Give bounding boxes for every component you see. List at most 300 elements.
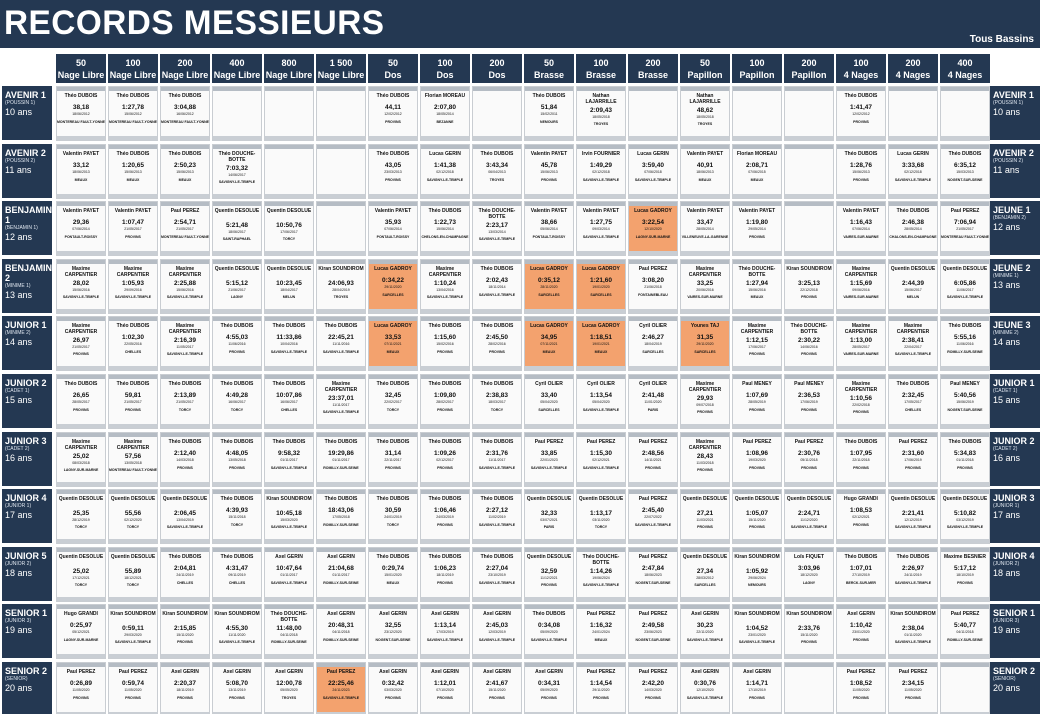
cell-tab xyxy=(421,433,469,437)
record-time: 5:34,83 xyxy=(953,449,977,457)
record-time: 1:10,56 xyxy=(849,395,873,402)
record-swimmer: Lucas GERIN xyxy=(429,150,461,157)
record-time: 57,56 xyxy=(124,452,142,460)
cell-tab xyxy=(629,87,677,91)
category-name: JEUNE 1 xyxy=(993,205,1031,216)
cell-footer xyxy=(733,539,781,543)
record-date: 28/05/2014 xyxy=(696,227,714,232)
cell-footer xyxy=(889,251,937,255)
cell-footer xyxy=(785,597,833,601)
record-cell xyxy=(784,201,834,256)
record-city: LAGNY xyxy=(230,294,244,299)
record-date: 17/05/2017 xyxy=(904,400,922,404)
cell-tab xyxy=(785,375,833,379)
record-city: PROVINS xyxy=(905,465,921,470)
record-time: 34,95 xyxy=(540,334,558,342)
record-time: 6:05,86 xyxy=(953,279,977,287)
record-swimmer: Cyril OLIER xyxy=(535,381,563,387)
record-city: VAIRES-SUR-MARNE xyxy=(843,294,879,299)
cell-tab xyxy=(265,605,313,609)
record-swimmer: Axel GERIN xyxy=(275,669,303,675)
record-city: VILLENEUVE-LA-GARENNE xyxy=(681,235,729,240)
record-time: 2:31,76 xyxy=(485,449,509,457)
cell-tab xyxy=(265,317,313,321)
record-swimmer: Théo DUBOIS xyxy=(948,150,982,157)
record-cell xyxy=(108,259,158,314)
cell-footer xyxy=(941,482,989,486)
record-city: SARCELLES xyxy=(642,350,664,355)
cell-tab xyxy=(525,375,573,379)
cell-footer xyxy=(629,654,677,658)
category-label-left xyxy=(2,604,52,658)
record-swimmer: Paul MENEY xyxy=(950,381,980,387)
record-city: MEAUX xyxy=(178,177,192,182)
record-time: 2:54,71 xyxy=(173,219,197,227)
cell-footer xyxy=(629,194,677,198)
cell-footer xyxy=(421,309,469,313)
record-date: 22/02/2017 xyxy=(384,400,402,404)
cell-tab xyxy=(213,433,261,437)
record-time: 4:48,05 xyxy=(225,449,249,457)
cell-tab xyxy=(629,605,677,609)
cell-tab xyxy=(265,375,313,379)
record-swimmer: Valentin PAYET xyxy=(686,150,724,157)
cell-tab xyxy=(109,145,157,149)
record-city: PROVINS xyxy=(437,580,453,585)
record-cell xyxy=(836,604,886,659)
record-swimmer: Théo DUBOIS xyxy=(168,438,202,445)
record-cell xyxy=(732,547,782,602)
cell-tab xyxy=(577,145,625,149)
record-city: PONTAULT-ROISSY xyxy=(532,235,566,240)
record-city: PROVINS xyxy=(749,408,765,412)
cell-tab xyxy=(473,145,521,149)
cell-tab xyxy=(317,202,365,206)
record-swimmer: Théo DUBOIS xyxy=(64,93,98,99)
record-swimmer: Paul PEREZ xyxy=(66,669,96,675)
record-cell xyxy=(680,144,730,199)
record-date: 14/06/2017 xyxy=(228,172,246,177)
record-swimmer: Kiran SOUNDIROM xyxy=(266,496,312,503)
record-date: 05/06/2014 xyxy=(540,227,558,232)
record-cell xyxy=(680,86,730,141)
record-cell xyxy=(836,259,886,314)
record-date: 28/05/2014 xyxy=(904,227,922,232)
record-time: 2:15,85 xyxy=(173,625,197,633)
record-date: 15/06/2014 xyxy=(436,227,454,232)
cell-footer xyxy=(109,539,157,543)
record-city: TROYES xyxy=(697,122,713,126)
record-time: 1:14,26 xyxy=(589,567,613,575)
category-sub: (POUSSIN 2) xyxy=(993,157,1024,164)
cell-tab xyxy=(109,433,157,437)
record-swimmer: Théo DUBOIS xyxy=(272,381,306,387)
record-cell xyxy=(784,432,834,487)
cell-tab xyxy=(109,490,157,494)
record-time: 55,89 xyxy=(124,567,142,575)
record-time: 1:21,60 xyxy=(589,276,613,284)
record-cell xyxy=(420,316,470,371)
cell-footer xyxy=(681,194,729,198)
cell-footer xyxy=(421,482,469,486)
record-city: CHELLES xyxy=(904,408,922,412)
cell-footer xyxy=(213,654,261,658)
record-time: 7:06,94 xyxy=(953,219,977,227)
record-date: 11/05/2017 xyxy=(176,345,194,350)
record-date: 23/03/2013 xyxy=(384,169,402,174)
record-cell xyxy=(940,432,990,487)
record-swimmer: Théo DUBOIS xyxy=(480,496,514,503)
record-date: 13/05/2018 xyxy=(124,460,142,465)
record-city: PROVINS xyxy=(801,294,817,299)
cell-footer xyxy=(681,539,729,543)
record-city: PROVINS xyxy=(385,120,401,124)
record-swimmer: Valentin PAYET xyxy=(530,150,568,157)
record-city: PROVINS xyxy=(73,352,89,357)
record-date: 28/05/2017 xyxy=(852,345,870,350)
record-time: 2:48,56 xyxy=(641,449,665,457)
record-date: 12/12/2019 xyxy=(904,518,922,523)
cell-tab xyxy=(785,202,833,206)
category-sub: (JUNIOR 2) xyxy=(993,560,1020,567)
record-swimmer: Théo DOUCHE-BOTTE xyxy=(582,553,620,566)
category-age: 18 ans xyxy=(993,567,1021,578)
record-time: 5:17,12 xyxy=(953,564,977,572)
record-city: TORCY xyxy=(126,525,140,530)
record-date: 04/11/2018 xyxy=(332,630,350,635)
cell-footer xyxy=(629,539,677,543)
record-cell xyxy=(56,432,106,487)
cell-tab xyxy=(57,145,105,149)
cell-footer xyxy=(785,366,833,370)
record-city: PROVINS xyxy=(177,696,193,700)
record-city: MONTEREAU FAULT-YONNE xyxy=(109,467,157,472)
cell-tab xyxy=(577,375,625,379)
record-time: 0:32,42 xyxy=(381,680,405,687)
record-date: 28/05/2019 xyxy=(748,400,766,404)
cell-tab xyxy=(109,87,157,91)
record-city: PROVINS xyxy=(801,640,817,645)
record-cell xyxy=(264,259,314,314)
event-header: 200 Nage Libre xyxy=(160,54,210,83)
record-cell xyxy=(264,489,314,544)
category-label-left xyxy=(2,489,52,543)
cell-footer xyxy=(109,194,157,198)
cell-footer xyxy=(577,482,625,486)
category-label-left xyxy=(2,144,52,198)
record-city: PROVINS xyxy=(853,696,869,700)
category-age: 17 ans xyxy=(993,510,1021,521)
record-swimmer: Théo DUBOIS xyxy=(220,553,254,560)
record-date: 15/11/2020 xyxy=(800,633,818,638)
record-city: ROMILLY-SUR-SEINE xyxy=(947,350,983,355)
category-age: 13 ans xyxy=(5,289,33,300)
record-time: 2:12,40 xyxy=(173,449,197,457)
record-date: 23/06/2023 xyxy=(644,630,662,635)
category-age: 12 ans xyxy=(5,232,33,243)
record-time: 40,91 xyxy=(696,161,714,169)
record-time: 2:45,50 xyxy=(485,334,509,342)
record-date: 16/06/2017 xyxy=(228,400,246,404)
record-swimmer: Quentin DESOLUE xyxy=(786,496,832,503)
category-label-left xyxy=(2,201,52,255)
category-name: JUNIOR 1 xyxy=(993,378,1035,388)
cell-tab xyxy=(57,663,105,667)
record-swimmer: Maxime CARPENTIER xyxy=(844,381,878,393)
cell-footer xyxy=(369,136,417,140)
record-cell xyxy=(56,259,106,314)
record-swimmer: Irvin FOURNIER xyxy=(581,150,621,157)
record-time: 1:07,95 xyxy=(849,449,873,457)
cell-tab xyxy=(161,317,209,321)
cell-tab xyxy=(265,548,313,552)
record-date: 18/06/2017 xyxy=(228,230,246,235)
record-swimmer: Paul PEREZ xyxy=(950,208,980,215)
record-swimmer: Maxime CARPENTIER xyxy=(168,323,202,336)
record-time: 1:22,73 xyxy=(433,219,457,227)
record-swimmer: Théo DUBOIS xyxy=(428,553,462,560)
record-swimmer: Valentin PAYET xyxy=(530,208,568,215)
cell-tab xyxy=(889,202,937,206)
record-cell xyxy=(524,489,574,544)
record-time: 2:38,83 xyxy=(485,392,509,399)
category-age: 14 ans xyxy=(5,337,33,348)
record-time: 1:07,01 xyxy=(849,564,873,572)
record-city: MELUN xyxy=(282,294,296,299)
cell-tab xyxy=(629,548,677,552)
category-label-right xyxy=(990,144,1040,198)
record-date: 24/01/2024 xyxy=(592,630,610,635)
record-time: 2:09,43 xyxy=(589,107,613,114)
cell-footer xyxy=(161,482,209,486)
record-city: NOGENT-SUR-SEINE xyxy=(947,408,983,412)
record-time: 27,21 xyxy=(696,510,714,518)
record-date: 19/01/2021 xyxy=(592,342,610,347)
cell-tab xyxy=(681,548,729,552)
record-cell xyxy=(108,86,158,141)
cell-footer xyxy=(941,424,989,428)
cell-tab xyxy=(629,433,677,437)
cell-footer xyxy=(681,424,729,428)
record-city: PROVINS xyxy=(541,177,557,182)
record-city: PONTAULT-ROISSY xyxy=(64,235,98,240)
cell-tab xyxy=(213,548,261,552)
record-date: 03/11/2020 xyxy=(592,518,610,523)
category-sub: (POUSSIN 1) xyxy=(993,100,1024,106)
record-cell xyxy=(576,144,626,199)
cell-footer xyxy=(473,654,521,658)
record-city: ROMILLY-SUR-SEINE xyxy=(323,638,359,643)
record-time: 22:25,46 xyxy=(328,680,354,687)
record-swimmer: Quentin DESOLUE xyxy=(526,553,572,560)
record-time: 59,81 xyxy=(124,392,142,399)
record-time: 2:36,53 xyxy=(797,392,821,399)
record-city: SAVIGNY-LE-TEMPLE xyxy=(894,177,932,182)
category-label-right xyxy=(990,374,1040,428)
record-swimmer: Maxime CARPENTIER xyxy=(116,265,150,278)
cell-tab xyxy=(317,145,365,149)
cell-tab xyxy=(525,260,573,264)
record-cell xyxy=(108,144,158,199)
cell-footer xyxy=(57,136,105,140)
record-date: 29/06/2024 xyxy=(748,575,766,580)
record-time: 12:00,78 xyxy=(276,680,302,687)
record-city: PROVINS xyxy=(749,696,765,700)
record-city: SAVIGNY-LE-TEMPLE xyxy=(894,525,932,530)
cell-footer xyxy=(109,597,157,601)
record-time: 0:25,97 xyxy=(69,622,93,630)
record-swimmer: Maxime CARPENTIER xyxy=(324,381,358,393)
cell-tab xyxy=(837,548,885,552)
cell-tab xyxy=(629,202,677,206)
record-city: SAVIGNY-LE-TEMPLE xyxy=(894,352,932,357)
record-city: TORCY xyxy=(230,523,244,528)
cell-tab xyxy=(577,87,625,91)
record-swimmer: Théo DUBOIS xyxy=(948,438,982,445)
record-time: 4:31,47 xyxy=(225,564,249,572)
cell-tab xyxy=(681,317,729,321)
cell-tab xyxy=(889,490,937,494)
record-date: 15/06/2013 xyxy=(124,169,142,174)
record-city: MONTEREAU FAULT-YONNE xyxy=(57,120,105,124)
cell-footer xyxy=(525,597,573,601)
record-date: 29/11/2020 xyxy=(696,342,714,347)
cell-tab xyxy=(109,605,157,609)
record-cell xyxy=(940,604,990,659)
record-swimmer: Nathan LAJARRILLE xyxy=(585,93,617,105)
record-date: 12/02/2012 xyxy=(852,112,870,116)
cell-tab xyxy=(733,490,781,494)
record-cell xyxy=(524,662,574,714)
record-swimmer: Axel GERIN xyxy=(223,669,251,675)
record-city: PROVINS xyxy=(437,523,453,528)
record-cell xyxy=(888,316,938,371)
record-time: 2:25,88 xyxy=(173,279,197,287)
record-time: 2:30,76 xyxy=(797,449,821,457)
cell-footer xyxy=(421,194,469,198)
record-date: 15/06/2013 xyxy=(852,169,870,174)
record-time: 2:32,45 xyxy=(901,392,925,399)
record-cell xyxy=(368,316,418,371)
record-swimmer: Quentin DESOLUE xyxy=(266,265,312,272)
cell-footer xyxy=(681,482,729,486)
cell-footer xyxy=(473,482,521,486)
record-swimmer: Quentin DESOLUE xyxy=(578,496,624,503)
cell-tab xyxy=(941,433,989,437)
cell-tab xyxy=(161,202,209,206)
cell-tab xyxy=(785,433,833,437)
record-city: PROVINS xyxy=(73,696,89,700)
event-header: 50 Papillon xyxy=(680,54,730,83)
cell-footer xyxy=(525,194,573,198)
record-cell xyxy=(212,144,262,199)
category-age: 16 ans xyxy=(993,452,1021,463)
record-swimmer: Valentin PAYET xyxy=(114,208,152,215)
record-cell xyxy=(316,374,366,429)
event-header: 50 Dos xyxy=(368,54,418,83)
category-name: BENJAMIN 2 xyxy=(5,262,53,283)
record-cell xyxy=(680,604,730,659)
record-time: 25,02 xyxy=(72,567,90,575)
record-swimmer: Théo DUBOIS xyxy=(428,323,462,330)
record-date: 02/12/2020 xyxy=(124,518,142,523)
record-time: 1:07,69 xyxy=(745,392,769,399)
cell-tab xyxy=(369,375,417,379)
cell-tab xyxy=(837,260,885,264)
record-city: SAVIGNY-LE-TEMPLE xyxy=(582,235,620,240)
record-swimmer: Maxime CARPENTIER xyxy=(168,265,202,278)
category-label-left xyxy=(2,316,52,370)
cell-footer xyxy=(161,366,209,370)
cell-footer xyxy=(369,654,417,658)
cell-tab xyxy=(161,605,209,609)
cell-footer xyxy=(629,424,677,428)
record-cell xyxy=(888,547,938,602)
cell-tab xyxy=(57,87,105,91)
record-swimmer: Paul PEREZ xyxy=(950,611,980,618)
record-date: 07/11/2021 xyxy=(540,342,558,347)
cell-footer xyxy=(369,539,417,543)
record-city: MEAUX xyxy=(542,350,556,355)
record-time: 1:27,78 xyxy=(121,104,145,111)
cell-footer xyxy=(369,194,417,198)
record-date: 13/03/2014 xyxy=(488,230,506,235)
cell-tab xyxy=(941,605,989,609)
record-date: 18/11/2019 xyxy=(176,688,194,692)
record-date: 05/09/2020 xyxy=(540,688,558,692)
record-swimmer: Axel GERIN xyxy=(431,611,459,618)
record-city: PROVINS xyxy=(437,408,453,412)
record-cell xyxy=(680,662,730,714)
cell-footer xyxy=(577,251,625,255)
record-time: 3:33,68 xyxy=(901,161,925,169)
record-city: NOGENT-SUR-SEINE xyxy=(635,580,671,585)
record-date: 01/11/2018 xyxy=(956,457,974,462)
record-cell xyxy=(732,662,782,714)
cell-tab xyxy=(213,605,261,609)
record-date: 15/06/2012 xyxy=(124,112,142,116)
record-cell xyxy=(524,316,574,371)
record-city: LAGNY xyxy=(802,580,816,585)
cell-footer xyxy=(161,251,209,255)
record-city: CHELLES xyxy=(124,350,142,355)
record-date: 17/10/2019 xyxy=(748,688,766,692)
record-date: 15/06/2013 xyxy=(176,169,194,174)
category-name: JUNIOR 2 xyxy=(5,378,47,388)
record-time: 29,93 xyxy=(696,395,714,402)
record-swimmer: Hugo GRANDI xyxy=(844,496,878,503)
record-city: SARCELLES xyxy=(694,582,716,587)
record-cell xyxy=(212,432,262,487)
record-time: 1:27,75 xyxy=(589,219,613,227)
record-time: 1:49,29 xyxy=(589,161,613,169)
cell-tab xyxy=(733,145,781,149)
cell-footer xyxy=(265,482,313,486)
record-swimmer: Quentin DESOLUE xyxy=(890,265,936,272)
record-time: 1:15,69 xyxy=(849,279,873,287)
record-swimmer: Quentin DESOLUE xyxy=(890,496,936,503)
record-date: 02/12/2017 xyxy=(436,457,454,462)
record-cell xyxy=(108,604,158,659)
record-swimmer: Florian MOREAU xyxy=(424,93,466,99)
record-city: PROVINS xyxy=(749,352,765,357)
record-city: PROVINS xyxy=(437,465,453,470)
category-age: 20 ans xyxy=(993,683,1021,693)
record-cell xyxy=(732,374,782,429)
cell-tab xyxy=(369,260,417,264)
cell-footer xyxy=(577,136,625,140)
record-cell xyxy=(576,374,626,429)
